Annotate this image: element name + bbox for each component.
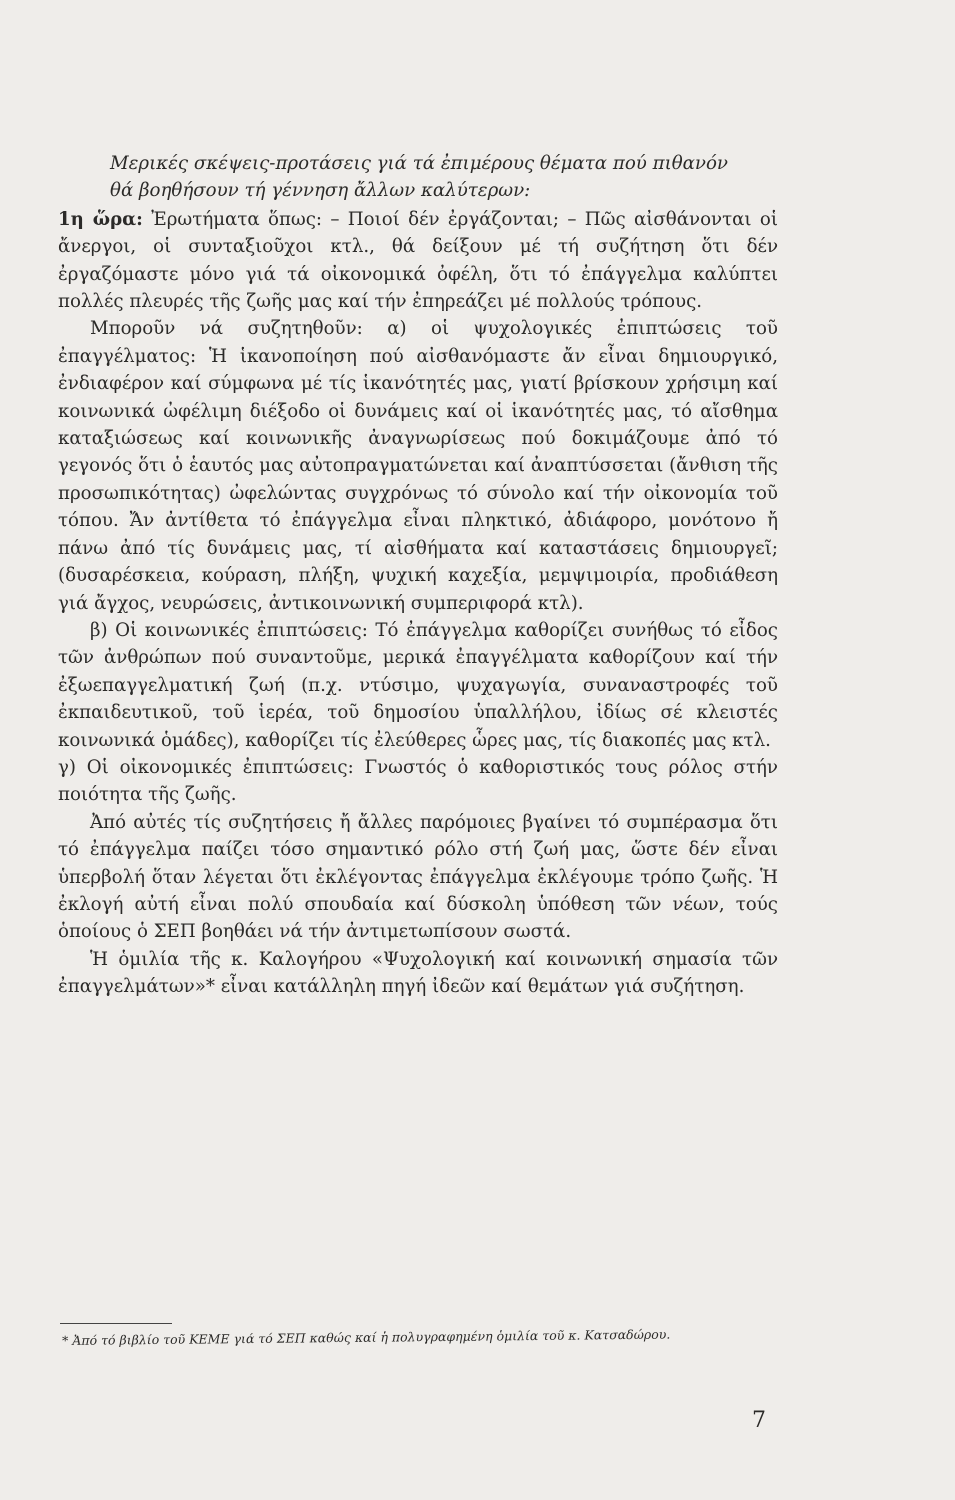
page-number: 7	[752, 1408, 766, 1433]
paragraph-2: Μποροῦν νά συζητηθοῦν: α) οἱ ψυχολογικές ἐπιπτώσεις τοῦ ἐπαγγέλματος: Ἡ ἱκανοποίηση πού αἰσθανόμαστε ἄν εἶναι δημιουργικό, ἐνδιαφέρον καί σύμφωνα μέ τίς ἱκανότητές μας, γιατί βρίσκουν χρήσιμη καί κοινωνικά ὠφέλιμη διέξοδο οἱ δυνάμεις καί οἱ ἱκανότητές μας, τό αἴσθημα καταξιώσεως καί κοινωνικῆς ἀναγνωρίσεως πού δοκιμάζουμε ἀπό τό γεγονός ὅτι ὁ ἑαυτός μας αὐτοπραγματώνεται καί ἀναπτύσσεται (ἄνθιση τῆς προσωπικότητας) ὠφελώντας συγχρόνως τό σύνολο καί τήν οἰκονομία τοῦ τόπου. Ἄν ἀντίθετα τό ἐπάγγελμα εἶναι πληκτικό, ἀδιάφορο, μονότονο ἤ πάνω ἀπό τίς δυνάμεις μας, τί αἰσθήματα καί καταστάσεις δημιουργεῖ; (δυσαρέσκεια, κούραση, πλήξη, ψυχική καχεξία, μεμψιμοιρία, προδιάθεση γιά ἄγχος, νευρώσεις, ἀντικοινωνική συμπεριφορά κτλ).	[58, 318, 778, 614]
footnote: * Ἀπό τό βιβλίο τοῦ ΚΕΜΕ γιά τό ΣΕΠ καθώς καί ἡ πολυγραφημένη ὁμιλία τοῦ κ. Κατσαδώρου.	[62, 1326, 671, 1348]
paragraph-1	[58, 206, 778, 316]
paragraph-5: Ἀπό αὐτές τίς συζητήσεις ἤ ἄλλες παρόμοιες βγαίνει τό συμπέρασμα ὅτι τό ἐπάγγελμα παίζει τόσο σημαντικό ρόλο στή ζωή μας, ὥστε δέν εἶναι ὑπερβολή ὅταν λέγεται ὅτι ἐκλέγοντας ἐπάγγελμα ἐκλέγουμε τρόπο ζωῆς. Ἡ ἐκλογή αὐτή εἶναι πολύ σπουδαία καί δύσκολη ὑπόθεση τῶν νέων, τούς ὁποίους ὁ ΣΕΠ βοηθάει νά τήν ἀντιμετωπίσουν σωστά.	[58, 811, 778, 943]
paragraph-6: Ἡ ὁμιλία τῆς κ. Καλογήρου «Ψυχολογική καί κοινωνική σημασία τῶν ἐπαγγελμάτων»* εἶναι κατάλληλη πηγή ἰδεῶν καί θεμάτων γιά συζήτηση.	[58, 948, 778, 998]
paragraph-4: γ) Οἱ οἰκονομικές ἐπιπτώσεις: Γνωστός ὁ καθοριστικός τους ρόλος στήν ποιότητα τῆς ζωῆς.	[58, 756, 778, 806]
heading-line-1: Μερικές σκέψεις-προτάσεις γιά τά ἐπιμέρους θέματα πού πιθανόν	[110, 153, 728, 174]
heading-line-2: θά βοηθήσουν τή γέννηση ἄλλων καλύτερων:	[110, 180, 531, 202]
paragraph-1-lead: 1η ὥρα:	[58, 208, 143, 230]
paragraph-1-text: Ἐρωτήματα ὅπως: – Ποιοί δέν ἐργάζονται; – Πῶς αἰσθάνονται οἱ ἄνεργοι, οἱ συνταξιοῦχοι κτλ., θά δείξουν μέ τή συζήτηση ὅτι δέν ἐργαζόμαστε μόνο γιά τά οἰκονομικά ὀφέλη, ὅτι τό ἐπάγγελμα καλύπτει πολλές πλευρές τῆς ζωῆς μας καί τήν ἐπηρεάζει μέ πολλούς τρόπους.	[58, 208, 778, 313]
footnote-divider	[60, 1323, 172, 1324]
paragraph-3: β) Οἱ κοινωνικές ἐπιπτώσεις: Τό ἐπάγγελμα καθορίζει συνήθως τό εἶδος τῶν ἀνθρώπων πού συναντοῦμε, μερικά ἐπαγγέλματα καθορίζουν καί τήν ἐξωεπαγγελματική ζωή (π.χ. ντύσιμο, ψυχαγωγία, συναναστροφές τοῦ ἐκπαιδευτικοῦ, τοῦ ἱερέα, τοῦ δημοσίου ὑπαλλήλου, ἰδίως σέ κλειστές κοινωνικά ὁμάδες), καθορίζει τίς ἐλεύθερες ὧρες μας, τίς διακοπές μας κτλ.	[58, 619, 778, 751]
page-body	[58, 150, 778, 1001]
section-heading	[110, 150, 778, 205]
